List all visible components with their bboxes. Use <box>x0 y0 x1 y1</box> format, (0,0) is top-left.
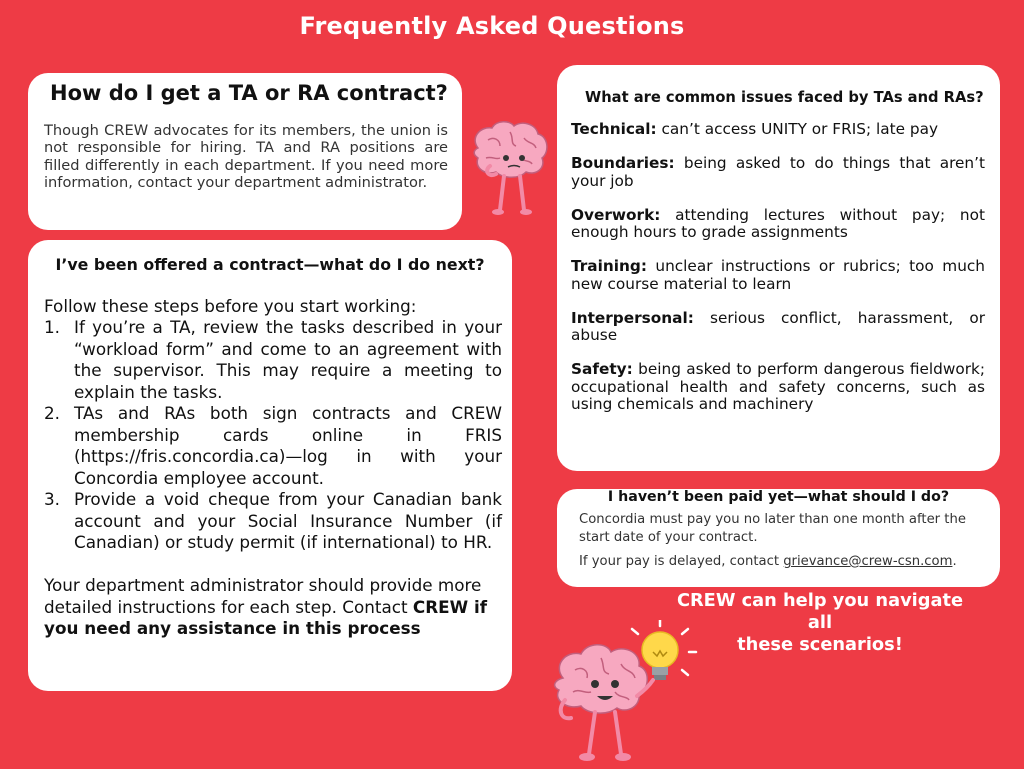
faq-card-contract <box>28 73 462 230</box>
pay-contact-suffix: . <box>952 554 957 569</box>
page-title: Frequently Asked Questions <box>299 12 685 40</box>
issue-item-interpersonal <box>571 310 985 345</box>
issue-label: Boundaries: <box>571 154 675 172</box>
issue-text: serious conflict, harassment, or abuse <box>571 308 985 344</box>
faq-answer-contract: Though CREW advocates for its members, the union is not responsible for hiring. TA and RA positions are filled differently in each department. If you need more information, contact your department administrator. <box>44 122 448 191</box>
callout-line-2: these scenarios! <box>737 634 903 655</box>
issue-label: Safety: <box>571 360 633 378</box>
issue-text: attending lectures without pay; not enough hours to grade assignments <box>571 205 985 241</box>
pay-deadline-text: Concordia must pay you no later than one month after the start date of your contract. <box>579 512 966 545</box>
thinking-brain-icon <box>466 118 554 222</box>
issue-text: unclear instructions or rubrics; too much new course material to learn <box>571 257 985 293</box>
issues-list <box>571 121 985 430</box>
issue-item-technical <box>571 121 985 139</box>
faq-answer-pay <box>579 511 989 577</box>
step-text: Provide a void cheque from your Canadian bank account and your Social Insurance Number (if Canadian) or study permit (if international) to HR. <box>74 489 502 552</box>
issue-text: being asked to do things that aren’t your job <box>571 154 985 190</box>
issue-label: Training: <box>571 257 647 275</box>
faq-card-next-steps <box>28 240 512 691</box>
callout-line-1: CREW can help you navigate all <box>676 590 964 633</box>
faq-card-pay <box>557 489 1000 587</box>
step-number: 1. <box>44 317 61 337</box>
crew-callout <box>662 590 978 656</box>
issue-item-boundaries <box>571 155 985 190</box>
step-text: TAs and RAs both sign contracts and CREW membership cards online in FRIS (https://fris.concordia.ca)—log in with your Concordia employee account. <box>74 403 502 488</box>
steps-outro-text: Your department administrator should provide more detailed instructions for each step. Contact <box>44 575 482 617</box>
faq-card-issues <box>557 65 1000 471</box>
pay-contact-prefix: If your pay is delayed, contact <box>579 554 784 569</box>
issue-label: Interpersonal: <box>571 308 694 327</box>
issue-item-safety <box>571 361 985 414</box>
issue-text: being asked to perform dangerous fieldwork; occupational health and safety concerns, such as using chemicals and machinery <box>571 360 985 413</box>
steps-outro <box>44 575 504 640</box>
step-number: 3. <box>44 489 61 509</box>
faq-question-pay: I haven’t been paid yet—what should I do? <box>607 489 950 505</box>
pay-contact-text <box>579 553 989 571</box>
step-item <box>44 317 502 403</box>
idea-brain-icon <box>545 620 705 769</box>
step-item <box>44 403 502 489</box>
steps-outro-bold: CREW if you need any assistance in this process <box>44 596 487 638</box>
issue-label: Overwork: <box>571 205 661 224</box>
issue-item-overwork <box>571 207 985 242</box>
faq-question-issues: What are common issues faced by TAs and RAs? <box>585 89 984 106</box>
faq-question-contract: How do I get a TA or RA contract? <box>50 81 448 105</box>
step-text: If you’re a TA, review the tasks described in your “workload form” and come to an agreement with the supervisor. This may require a meeting to explain the tasks. <box>74 317 502 402</box>
step-item <box>44 489 502 554</box>
issue-text: can’t access UNITY or FRIS; late pay <box>656 120 939 138</box>
steps-list <box>44 317 502 554</box>
step-number: 2. <box>44 403 61 423</box>
steps-intro: Follow these steps before you start working: <box>44 296 417 316</box>
grievance-email-link[interactable]: grievance@crew-csn.com <box>783 554 953 569</box>
faq-question-next-steps: I’ve been offered a contract—what do I do next? <box>55 255 485 274</box>
issue-label: Technical: <box>571 120 657 138</box>
issue-item-training <box>571 258 985 293</box>
